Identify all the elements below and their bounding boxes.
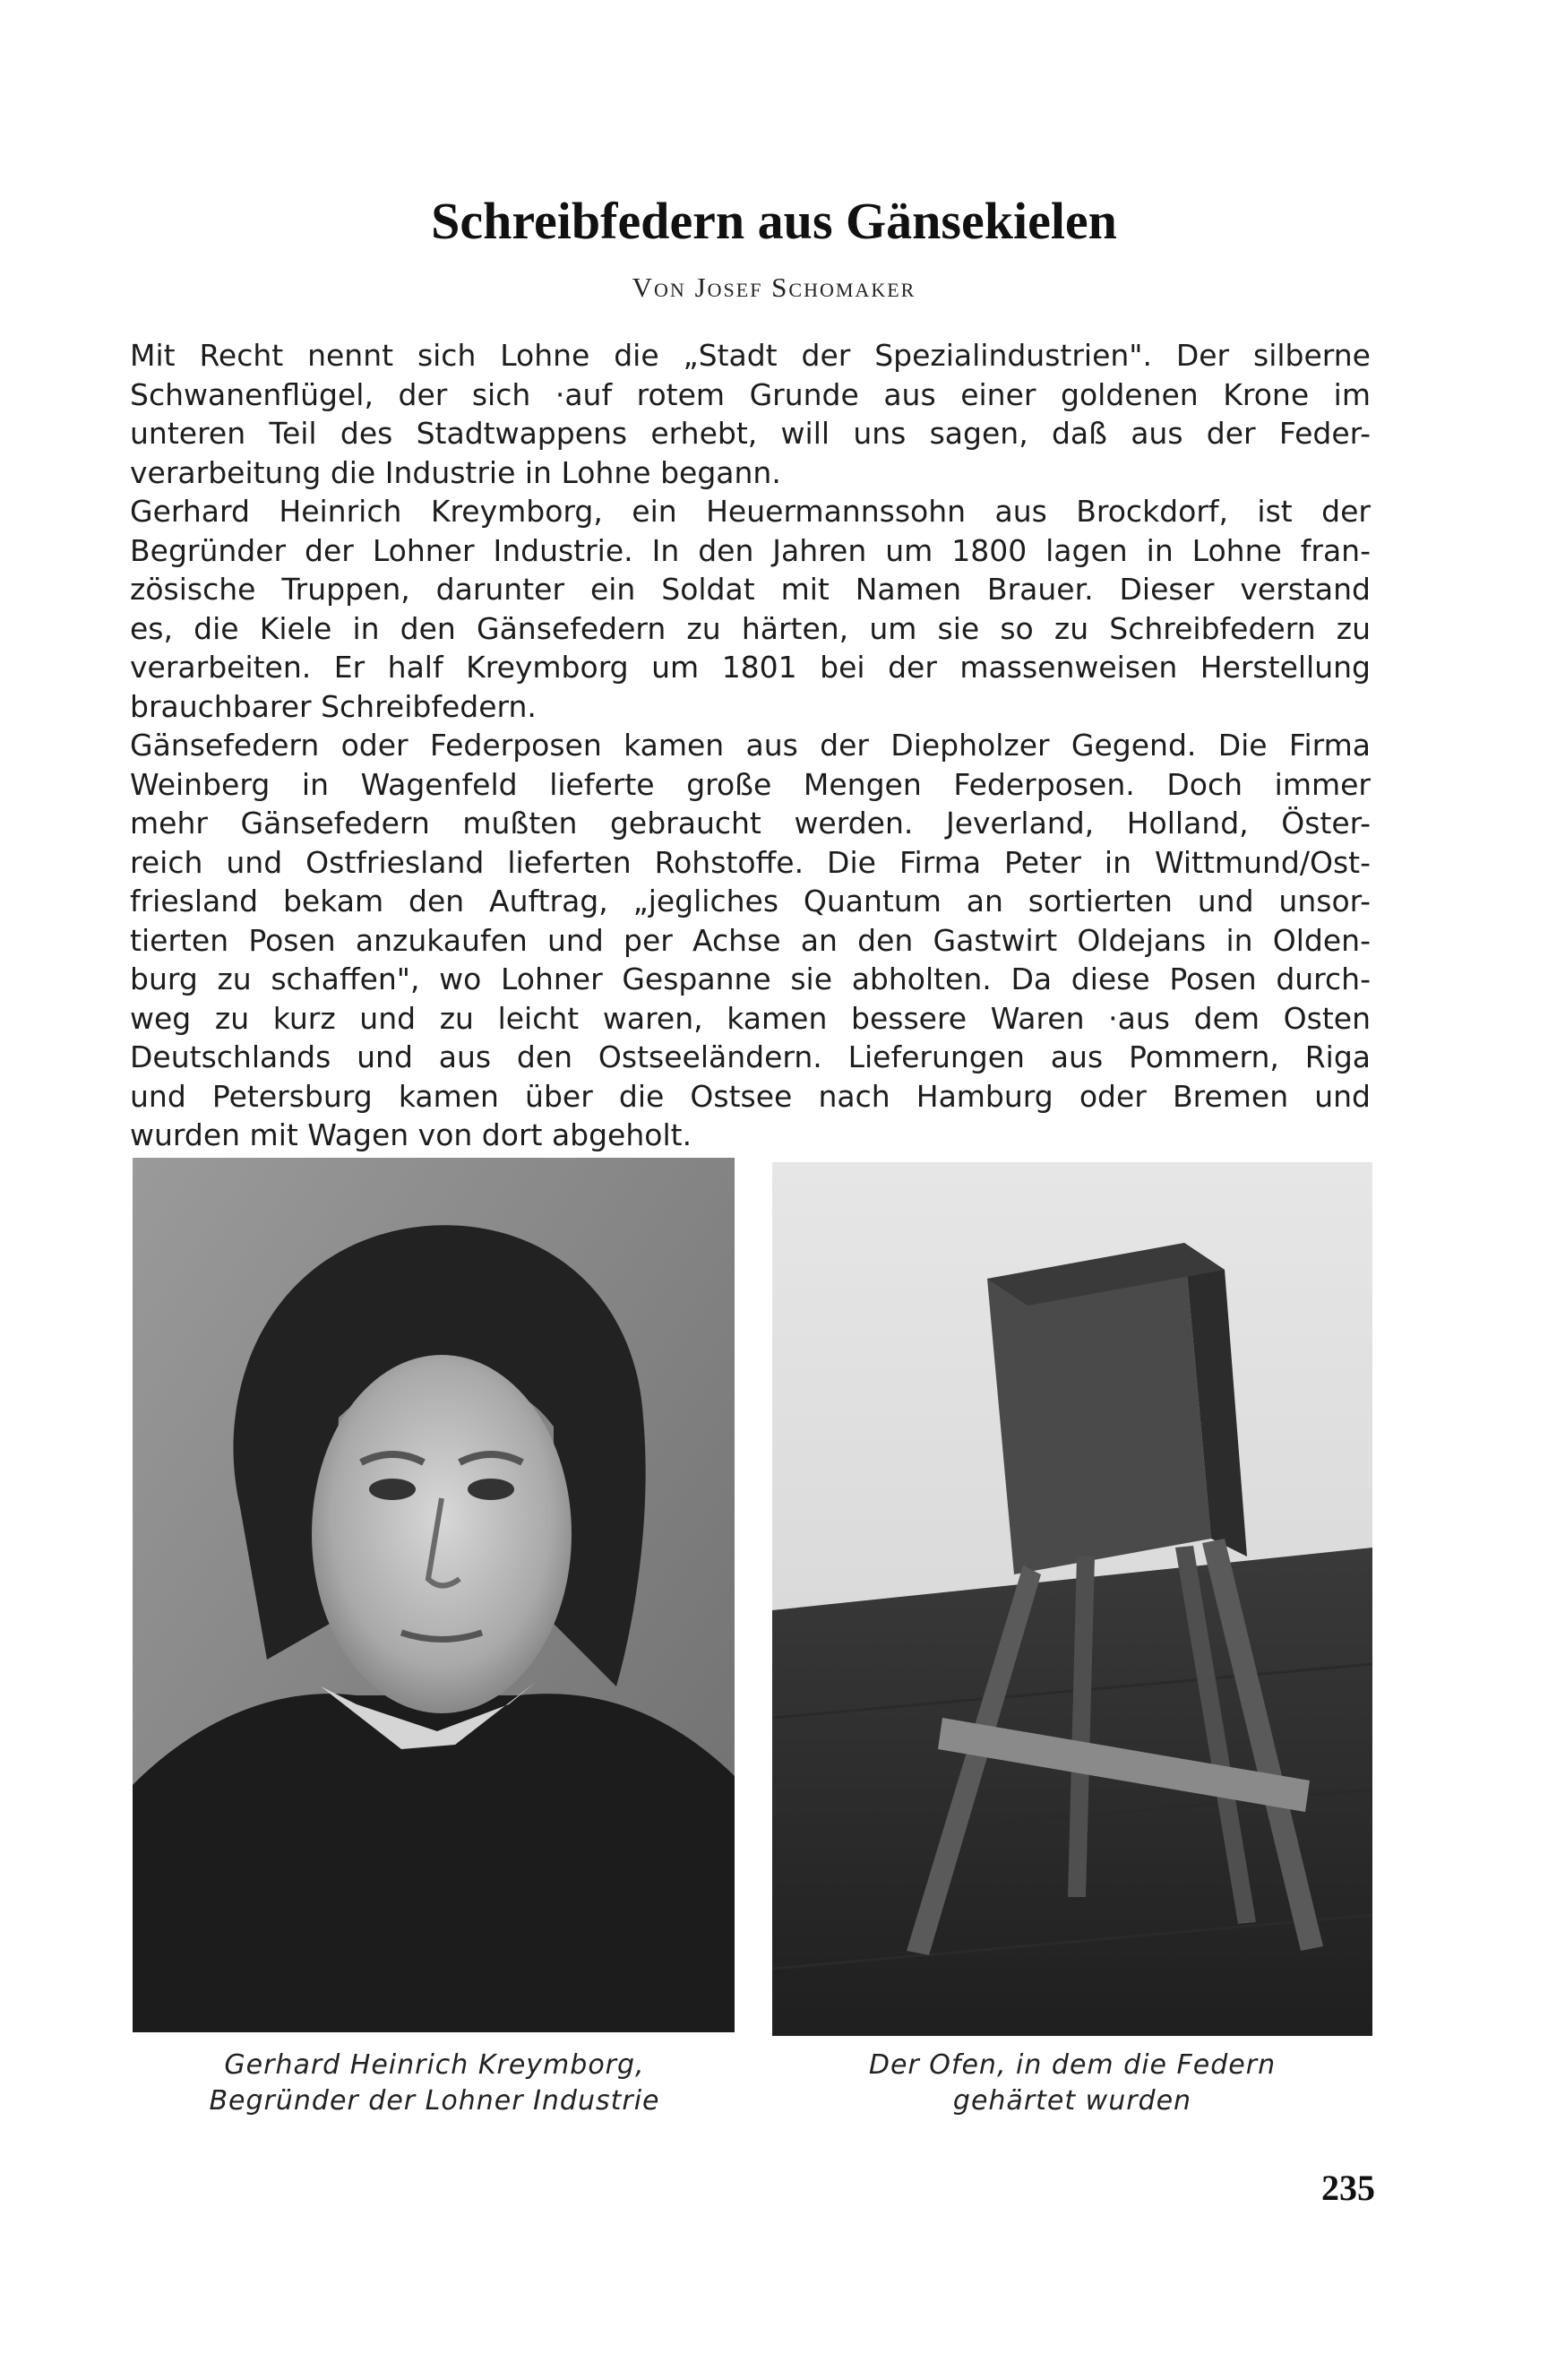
body-line: Schwanenflügel, der sich ·auf rotem Grunde aus einer goldenen Krone im [130, 376, 1371, 412]
body-line: verarbeitung die Industrie in Lohne begann. [130, 454, 781, 490]
page-number: 235 [1321, 2168, 1375, 2208]
article-author: Von Josef Schomaker [632, 272, 916, 303]
body-line: zösische Truppen, darunter ein Soldat mit Namen Brauer. Dieser verstand [130, 572, 1371, 607]
body-line: es, die Kiele in den Gänsefedern zu härten, um sie so zu Schreibfedern zu [130, 610, 1371, 646]
portrait-photo [133, 1158, 735, 2032]
body-line: Gänsefedern oder Federposen kamen aus der Diepholzer Gegend. Die Firma [130, 728, 1371, 763]
portrait-caption-line: Gerhard Heinrich Kreymborg, [224, 2049, 645, 2081]
body-line: Mit Recht nennt sich Lohne die „Stadt der Spezialindustrien". Der silberne [130, 338, 1371, 373]
body-line: Weinberg in Wagenfeld lieferte große Mengen Federposen. Doch immer [130, 766, 1371, 802]
stove-caption-line: gehärtet wurden [952, 2085, 1192, 2117]
portrait-illustration [133, 1158, 735, 2032]
body-line: und Petersburg kamen über die Ostsee nach Hamburg oder Bremen und [130, 1078, 1371, 1114]
body-line: friesland bekam den Auftrag, „jegliches Quantum an sortierten und unsor- [130, 884, 1371, 918]
body-line: unteren Teil des Stadtwappens erhebt, will uns sagen, daß aus der Feder- [130, 416, 1371, 451]
article-title: Schreibfedern aus Gänsekielen [431, 192, 1117, 250]
body-line: mehr Gänsefedern mußten gebraucht werden. Jeverland, Holland, Öster- [130, 806, 1371, 841]
stove-photo [772, 1162, 1372, 2036]
body-line: Gerhard Heinrich Kreymborg, ein Heuermannssohn aus Brockdorf, ist der [130, 494, 1371, 529]
body-line: tierten Posen anzukaufen und per Achse an den Gastwirt Oldejans in Olden- [130, 922, 1371, 958]
stove-illustration [772, 1162, 1372, 2036]
body-line: Begründer der Lohner Industrie. In den Jahren um 1800 lagen in Lohne fran- [130, 532, 1371, 568]
portrait-caption-line: Begründer der Lohner Industrie [209, 2085, 660, 2117]
body-line: Deutschlands und aus den Ostseeländern. Lieferungen aus Pommern, Riga [130, 1039, 1371, 1074]
body-line: verarbeiten. Er half Kreymborg um 1801 bei der massenweisen Herstellung [130, 650, 1371, 685]
body-line: weg zu kurz und zu leicht waren, kamen bessere Waren ·aus dem Osten [130, 1000, 1371, 1036]
body-line: reich und Ostfriesland lieferten Rohstoffe. Die Firma Peter in Wittmund/Ost- [130, 844, 1371, 880]
stove-caption-line: Der Ofen, in dem die Federn [868, 2049, 1277, 2081]
body-line: wurden mit Wagen von dort abgeholt. [130, 1117, 692, 1152]
article-body [130, 336, 1371, 1155]
body-line: brauchbarer Schreibfedern. [130, 688, 537, 724]
body-line: burg zu schaffen", wo Lohner Gespanne sie abholten. Da diese Posen durch- [130, 961, 1371, 996]
stove-caption [795, 2048, 1350, 2119]
portrait-caption [157, 2048, 712, 2119]
